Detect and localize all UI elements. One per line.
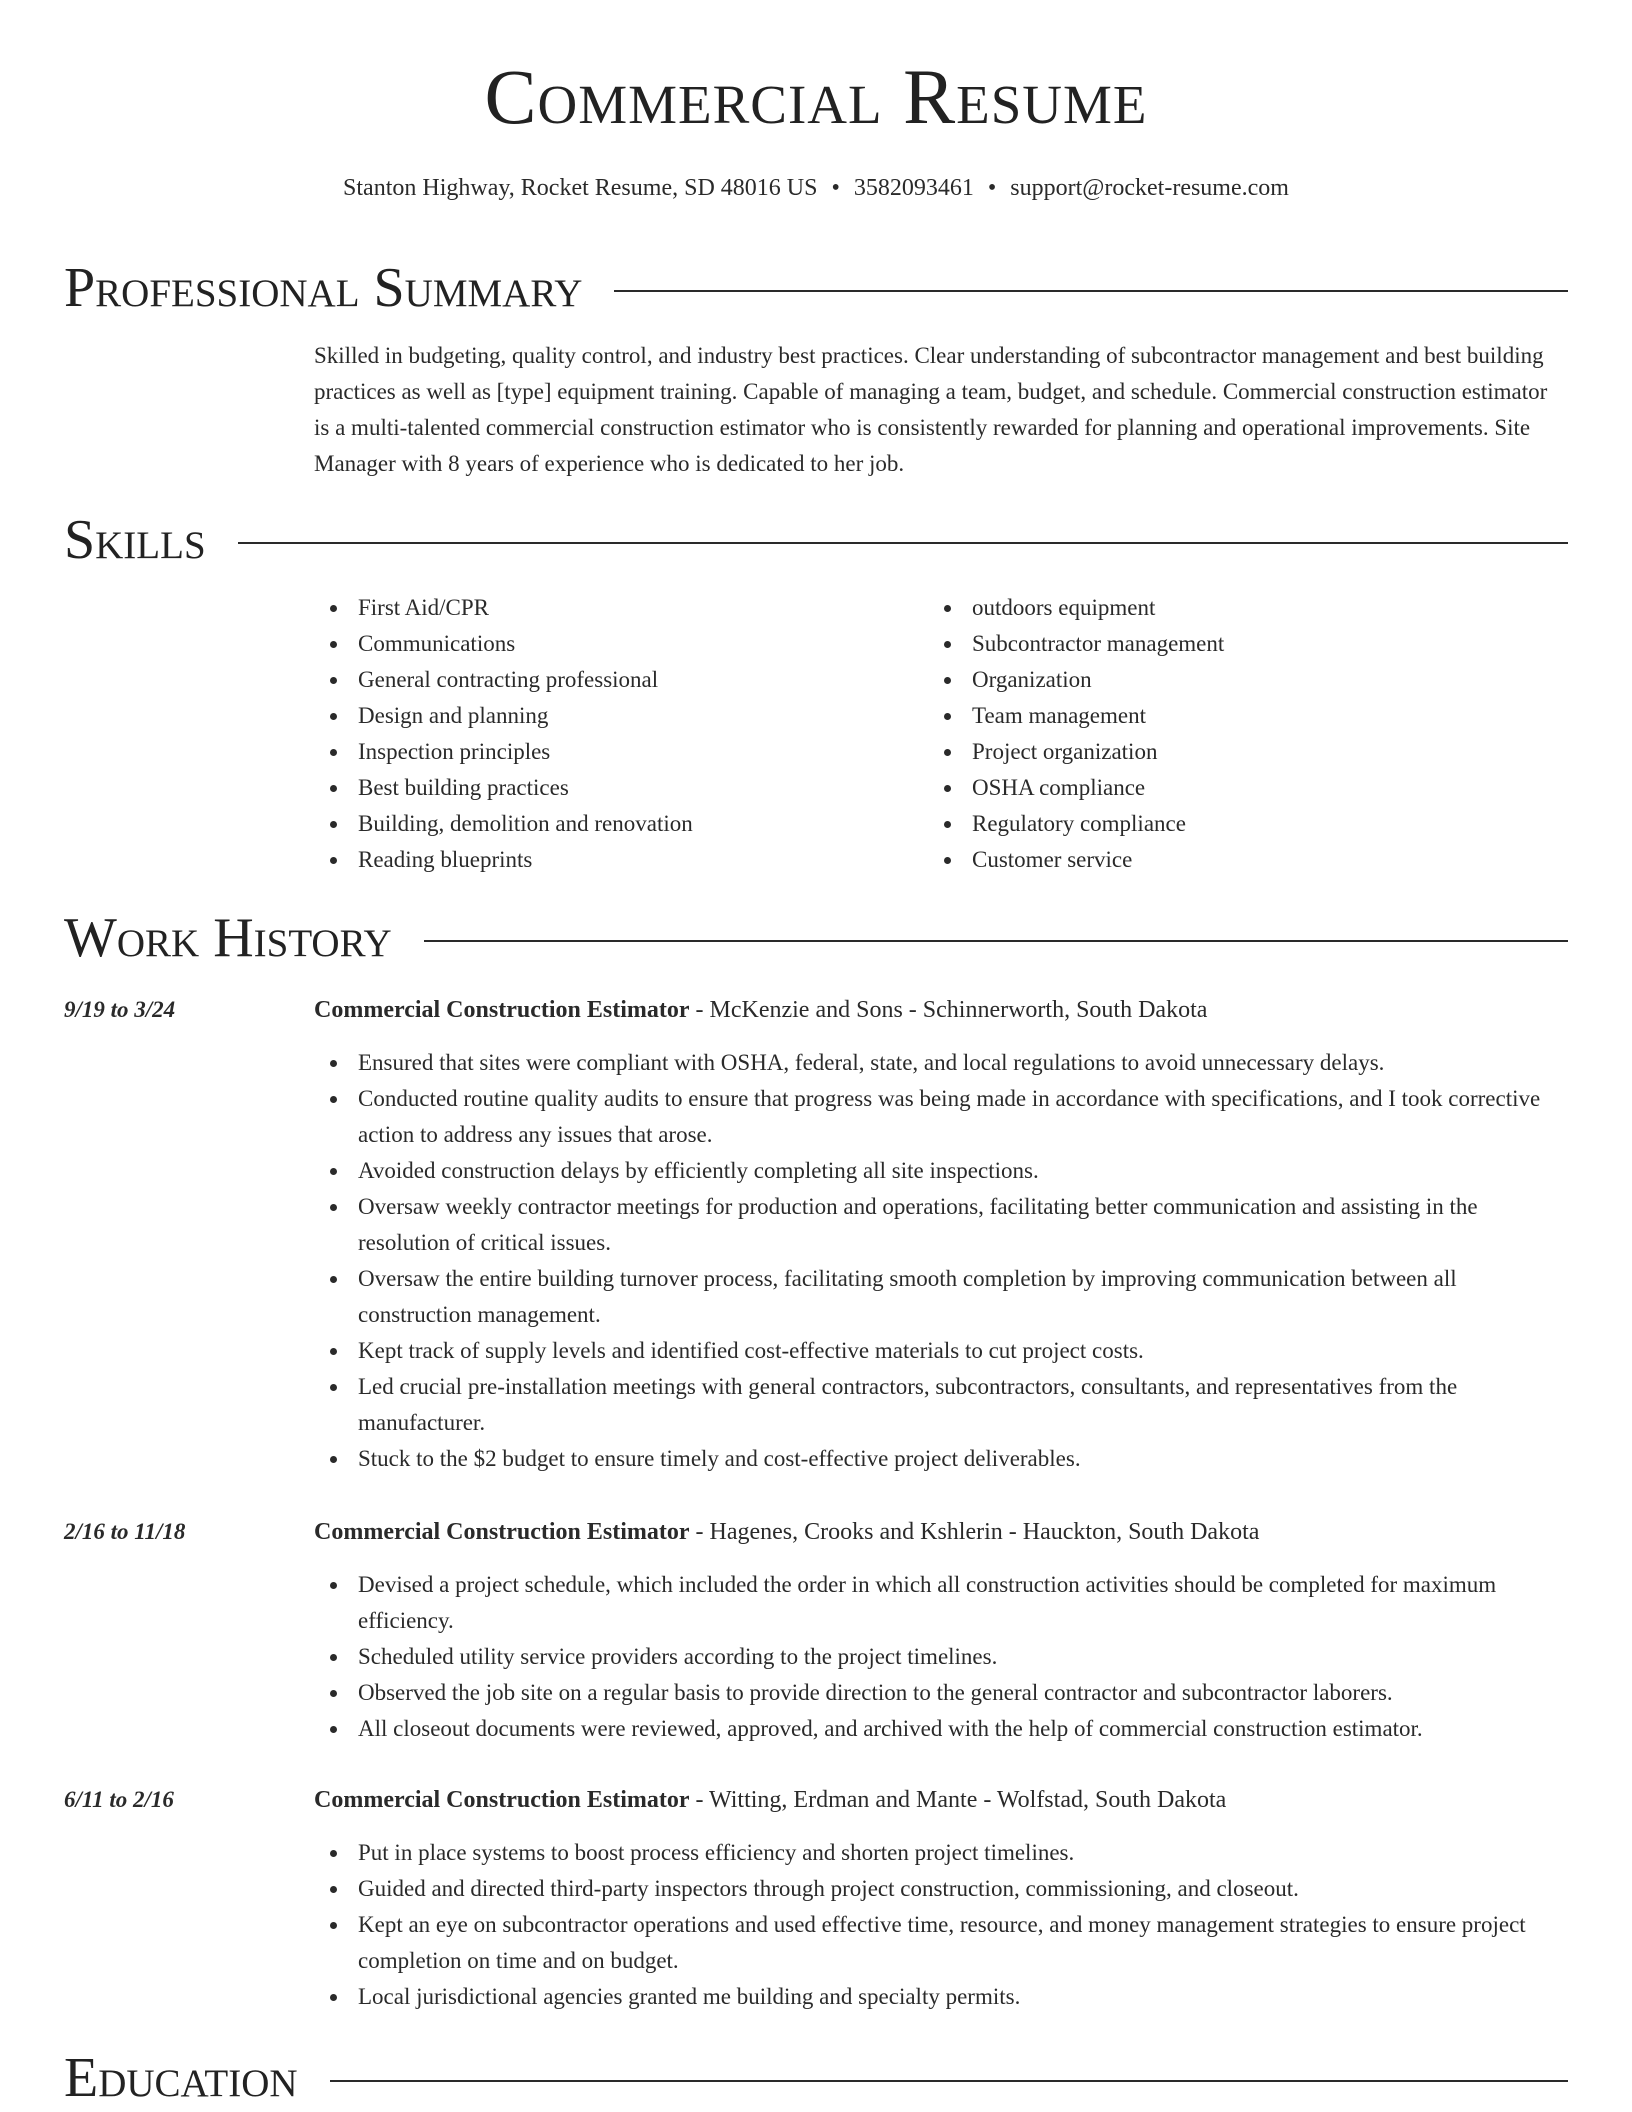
job-bullet: Put in place systems to boost process efficiency and shorten project timelines.	[314, 1835, 1564, 1871]
skill-item: General contracting professional	[314, 662, 914, 698]
contact-address: Stanton Highway, Rocket Resume, SD 48016 US	[343, 175, 818, 201]
job-employer: - Hagenes, Crooks and Kshlerin - Hauckton, South Dakota	[689, 1519, 1260, 1545]
skill-item: Team management	[928, 698, 1528, 734]
job-title: Commercial Construction Estimator	[314, 1519, 690, 1545]
job-heading	[314, 1514, 1564, 1550]
job-bullet: Devised a project schedule, which included the order in which all construction activities should be completed for maximum efficiency.	[314, 1567, 1564, 1639]
job-responsibilities	[314, 1567, 1564, 1747]
section-work-history	[64, 907, 1568, 969]
job-title: Commercial Construction Estimator	[314, 997, 690, 1023]
skill-item: Regulatory compliance	[928, 806, 1528, 842]
section-divider	[614, 290, 1568, 292]
job-employer: - McKenzie and Sons - Schinnerworth, South Dakota	[689, 997, 1208, 1023]
skill-item: First Aid/CPR	[314, 590, 914, 626]
section-skills	[64, 509, 1568, 571]
skill-item: Inspection principles	[314, 734, 914, 770]
job-employer: - Witting, Erdman and Mante - Wolfstad, South Dakota	[689, 1787, 1227, 1813]
skill-item: outdoors equipment	[928, 590, 1528, 626]
section-divider	[424, 940, 1568, 942]
section-divider	[330, 2080, 1568, 2082]
job-dates: 6/11 to 2/16	[64, 1787, 174, 1812]
skill-item: Building, demolition and renovation	[314, 806, 914, 842]
job-responsibilities	[314, 1045, 1564, 1477]
section-professional-summary	[64, 257, 1568, 319]
job-bullet: Stuck to the $2 budget to ensure timely and cost-effective project deliverables.	[314, 1441, 1564, 1477]
contact-line	[0, 176, 1632, 200]
section-heading: Education	[64, 2047, 298, 2109]
job-bullet: Kept an eye on subcontractor operations and used effective time, resource, and money management strategies to ensure project completion on time and on budget.	[314, 1907, 1564, 1979]
job-responsibilities	[314, 1835, 1564, 2015]
section-education	[64, 2047, 1568, 2109]
job-bullet: Guided and directed third-party inspectors through project construction, commissioning, and closeout.	[314, 1871, 1564, 1907]
section-heading: Professional Summary	[64, 257, 583, 319]
job-title: Commercial Construction Estimator	[314, 1787, 690, 1813]
skill-item: Organization	[928, 662, 1528, 698]
skill-item: Project organization	[928, 734, 1528, 770]
contact-email: support@rocket-resume.com	[1010, 175, 1289, 201]
job-dates: 2/16 to 11/18	[64, 1519, 186, 1544]
job-bullet: Oversaw the entire building turnover process, facilitating smooth completion by improving communication between all construction management.	[314, 1261, 1564, 1333]
job-bullet: Observed the job site on a regular basis to provide direction to the general contractor and subcontractor laborers.	[314, 1675, 1564, 1711]
section-divider	[238, 542, 1568, 544]
skill-item: Design and planning	[314, 698, 914, 734]
job-bullet: Scheduled utility service providers according to the project timelines.	[314, 1639, 1564, 1675]
job-bullet: Local jurisdictional agencies granted me building and specialty permits.	[314, 1979, 1564, 2015]
contact-phone: 3582093461	[853, 175, 974, 201]
summary-text: Skilled in budgeting, quality control, and industry best practices. Clear understanding of subcontractor management and best building practices as well as [type] equipment training. Capable of managing a team, budget, and schedule. Commercial construction estimator is a multi-talented commercial construction estimator who is consistently rewarded for planning and operational improvements. Site Manager with 8 years of experience who is dedicated to her job.	[314, 343, 1548, 476]
job-heading	[314, 992, 1564, 1028]
contact-separator: •	[987, 175, 997, 201]
job-bullet: Avoided construction delays by efficiently completing all site inspections.	[314, 1153, 1564, 1189]
job-dates: 9/19 to 3/24	[64, 997, 176, 1022]
job-bullet: Oversaw weekly contractor meetings for production and operations, facilitating better communication and assisting in the resolution of critical issues.	[314, 1189, 1564, 1261]
job-bullet: All closeout documents were reviewed, approved, and archived with the help of commercial construction estimator.	[314, 1711, 1564, 1747]
skill-item: Reading blueprints	[314, 842, 914, 878]
skill-item: Subcontractor management	[928, 626, 1528, 662]
job-bullet: Ensured that sites were compliant with OSHA, federal, state, and local regulations to avoid unnecessary delays.	[314, 1045, 1564, 1081]
section-heading: Skills	[64, 509, 206, 571]
resume-title: Commercial Resume	[484, 53, 1148, 140]
skill-item: Customer service	[928, 842, 1528, 878]
skill-item: OSHA compliance	[928, 770, 1528, 806]
job-bullet: Conducted routine quality audits to ensure that progress was being made in accordance with specifications, and I took corrective action to address any issues that arose.	[314, 1081, 1564, 1153]
skill-item: Communications	[314, 626, 914, 662]
job-bullet: Kept track of supply levels and identified cost-effective materials to cut project costs.	[314, 1333, 1564, 1369]
job-bullet: Led crucial pre-installation meetings with general contractors, subcontractors, consultants, and representatives from the manufacturer.	[314, 1369, 1564, 1441]
section-heading: Work History	[64, 907, 392, 969]
skills-column-right	[928, 590, 1528, 878]
skill-item: Best building practices	[314, 770, 914, 806]
skills-column-left	[314, 590, 914, 878]
contact-separator: •	[831, 175, 840, 201]
job-heading	[314, 1782, 1564, 1818]
